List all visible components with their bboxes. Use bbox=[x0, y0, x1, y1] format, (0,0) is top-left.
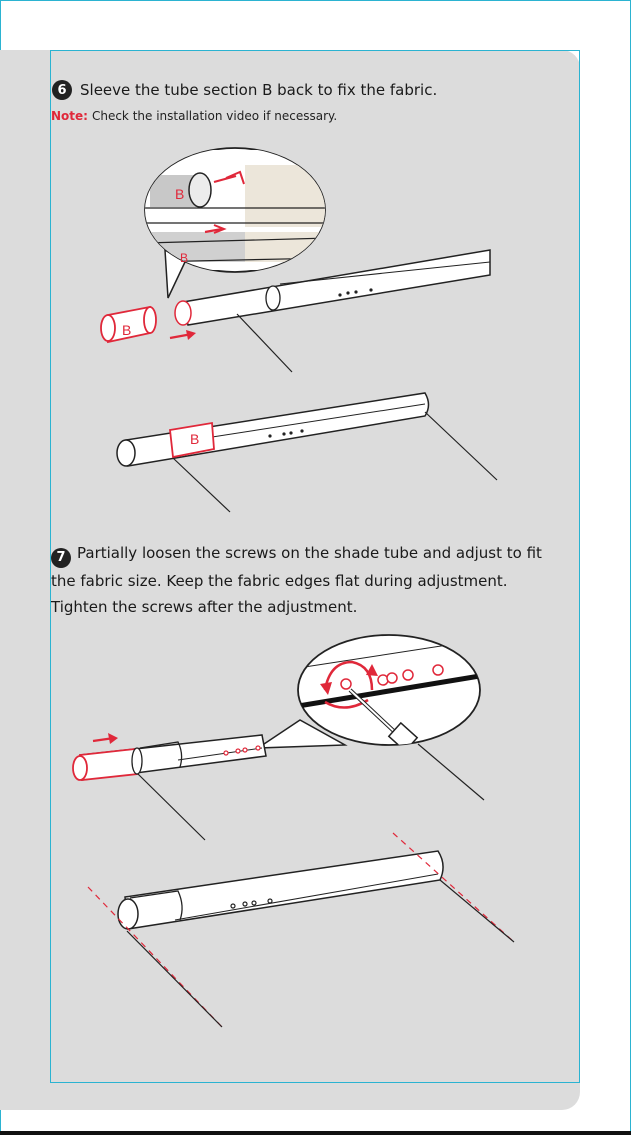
step-7-number: 7 bbox=[51, 548, 71, 568]
bubble-label-b-1: B bbox=[175, 186, 185, 202]
step-6-number: 6 bbox=[52, 80, 72, 100]
step-7-text: Partially loosen the screws on the shade tube and adjust to fit the fabric size. Keep the fabric edges flat during adjustment. Tighten the screws after the adjustment. bbox=[51, 544, 542, 616]
sleeve-label-b: B bbox=[122, 322, 132, 338]
zoom-bubble-screws bbox=[258, 635, 484, 800]
bubble-label-b-2: B bbox=[180, 251, 189, 265]
tube-drawing-3 bbox=[73, 733, 266, 840]
step-6-text: Sleeve the tube section B back to fix the fabric. bbox=[80, 81, 438, 99]
tube-drawing-4 bbox=[88, 833, 514, 1027]
tube-label-b: B bbox=[190, 431, 200, 447]
note-text: Check the installation video if necessary. bbox=[91, 109, 338, 123]
note-label: Note: bbox=[51, 109, 88, 123]
